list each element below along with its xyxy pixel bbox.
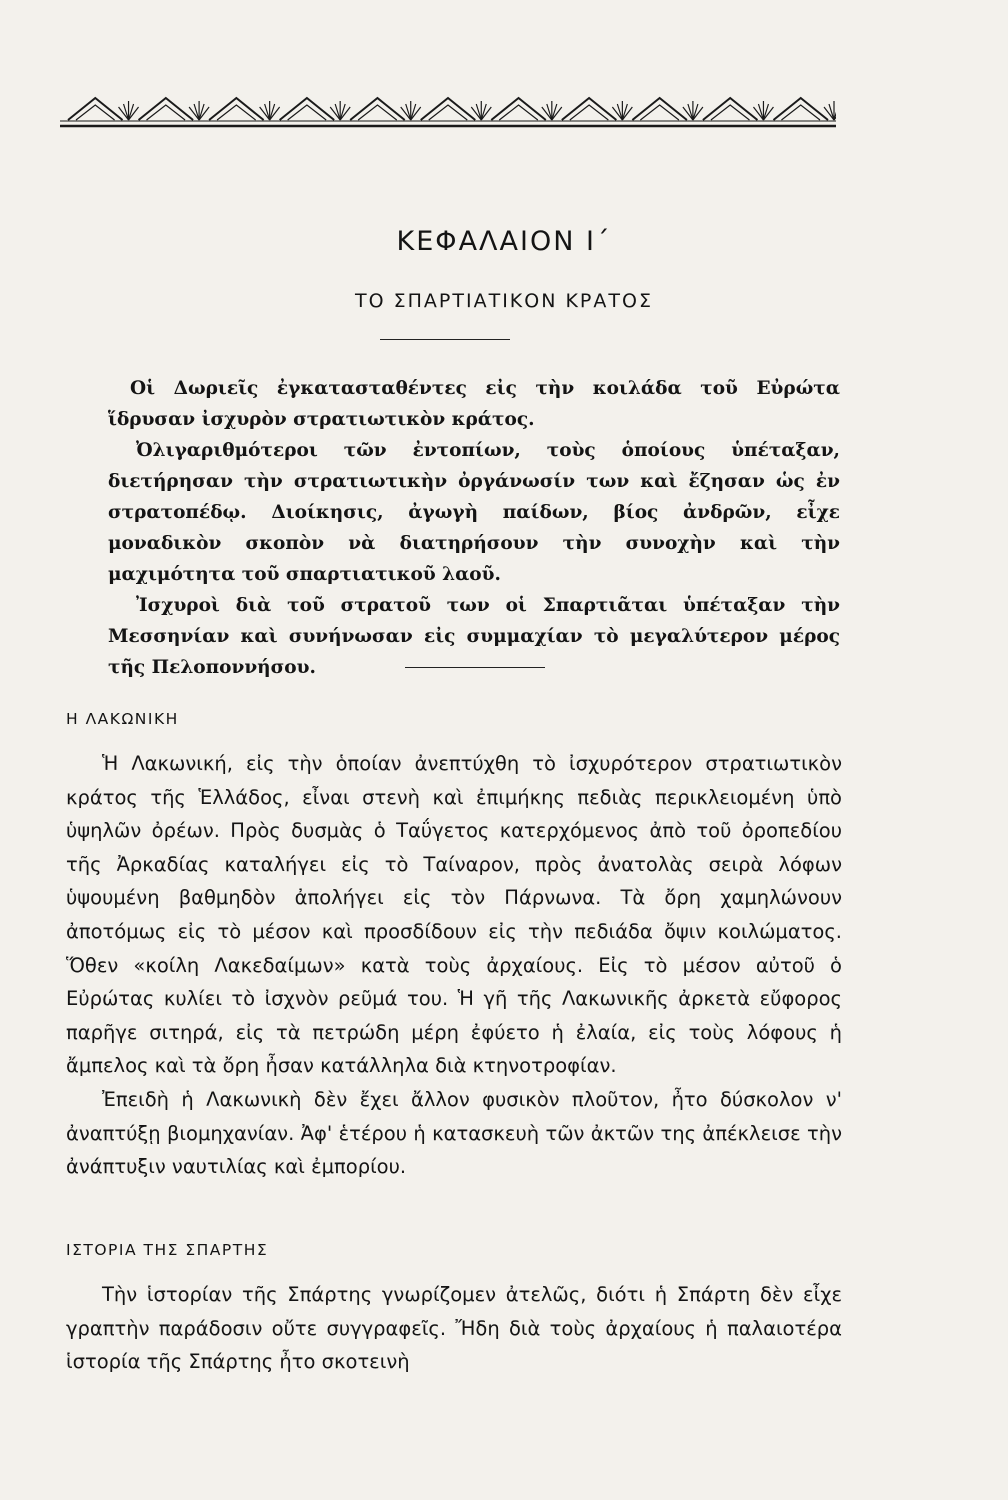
summary-paragraph: Ἰσχυροὶ διὰ τοῦ στρατοῦ των οἱ Σπαρτιᾶται ὑπέταξαν τὴν Μεσσηνίαν καὶ συνήνωσαν εἰς συμμαχίαν τὸ μεγαλύτερον μέρος τῆς Πελοποννήσου. [108, 595, 840, 678]
body-paragraph: Τὴν ἱστορίαν τῆς Σπάρτης γνωρίζομεν ἀτελῶς, διότι ἡ Σπάρτη δὲν εἶχε γραπτὴν παράδοσιν οὔτε συγγραφεῖς. Ἤδη διὰ τοὺς ἀρχαίους ἡ παλαιοτέρα ἱστορία τῆς Σπάρτης ἦτο σκοτεινὴ [66, 1283, 842, 1374]
section-body-lakoniki [66, 747, 842, 1184]
divider-rule [380, 339, 510, 340]
divider-rule [405, 667, 545, 668]
body-paragraph: Ἐπειδὴ ἡ Λακωνικὴ δὲν ἔχει ἄλλον φυσικὸν πλοῦτον, ἦτο δύσκολον ν' ἀναπτύξῃ βιομηχανίαν. Ἀφ' ἑτέρου ἡ κατασκευὴ τῶν ἀκτῶν της ἀπέκλεισε τὴν ἀνάπτυξιν ναυτιλίας καὶ ἐμπορίου. [66, 1087, 842, 1179]
summary-paragraph: Οἱ Δωριεῖς ἐγκατασταθέντες εἰς τὴν κοιλάδα τοῦ Εὐρώτα ἵδρυσαν ἰσχυρὸν στρατιωτικὸν κράτος. [108, 378, 840, 430]
chapter-summary [108, 373, 840, 683]
chapter-title: ΚΕΦΑΛΑΙΟΝ Ι΄ [396, 226, 612, 257]
section-heading-istoria: ΙΣΤΟΡΙΑ ΤΗΣ ΣΠΑΡΤΗΣ [66, 1241, 269, 1259]
section-heading-lakoniki: Η ΛΑΚΩΝΙΚΗ [66, 710, 179, 728]
chapter-subtitle: ΤΟ ΣΠΑΡΤΙΑΤΙΚΟΝ ΚΡΑΤΟΣ [355, 290, 653, 312]
section-body-istoria [66, 1278, 842, 1379]
ornamental-border [60, 95, 836, 129]
body-paragraph: Ἡ Λακωνική, εἰς τὴν ὁποίαν ἀνεπτύχθη τὸ ἰσχυρότερον στρατιωτικὸν κράτος τῆς Ἑλλάδος, εἶναι στενὴ καὶ ἐπιμήκης πεδιὰς περικλειομένη ὑπὸ ὑψηλῶν ὀρέων. Πρὸς δυσμὰς ὁ Ταΰγετος κατερχόμενος ἀπὸ τοῦ ὀροπεδίου τῆς Ἀρκαδίας καταλήγει εἰς τὸ Ταίναρον, πρὸς ἀνατολὰς σειρὰ λόφων ὑψουμένη βαθμηδὸν ἀπολήγει εἰς τὸν Πάρνωνα. Τὰ ὄρη χαμηλώνουν ἀποτόμως εἰς τὸ μέσον καὶ προσδίδουν εἰς τὴν πεδιάδα ὄψιν κοιλώματος. Ὅθεν «κοίλη Λακεδαίμων» κατὰ τοὺς ἀρχαίους. Εἰς τὸ μέσον αὐτοῦ ὁ Εὐρώτας κυλίει τὸ ἰσχνὸν ρεῦμά του. Ἡ γῆ τῆς Λακωνικῆς ἀρκετὰ εὔφορος παρῆγε σιτηρά, εἰς τὰ πετρώδη μέρη ἐφύετο ἡ ἐλαία, εἰς τοὺς λόφους ἡ ἄμπελος καὶ τὰ ὄρη ἦσαν κατάλληλα διὰ κτηνοτροφίαν. [66, 752, 842, 1078]
summary-paragraph: Ὀλιγαριθμότεροι τῶν ἐντοπίων, τοὺς ὁποίους ὑπέταξαν, διετήρησαν τὴν στρατιωτικὴν ὀργάνωσίν των καὶ ἔζησαν ὡς ἐν στρατοπέδῳ. Διοίκησις, ἀγωγὴ παίδων, βίος ἀνδρῶν, εἶχε μοναδικὸν σκοπὸν νὰ διατηρήσουν τὴν συνοχὴν καὶ τὴν μαχιμότητα τοῦ σπαρτιατικοῦ λαοῦ. [108, 440, 840, 585]
